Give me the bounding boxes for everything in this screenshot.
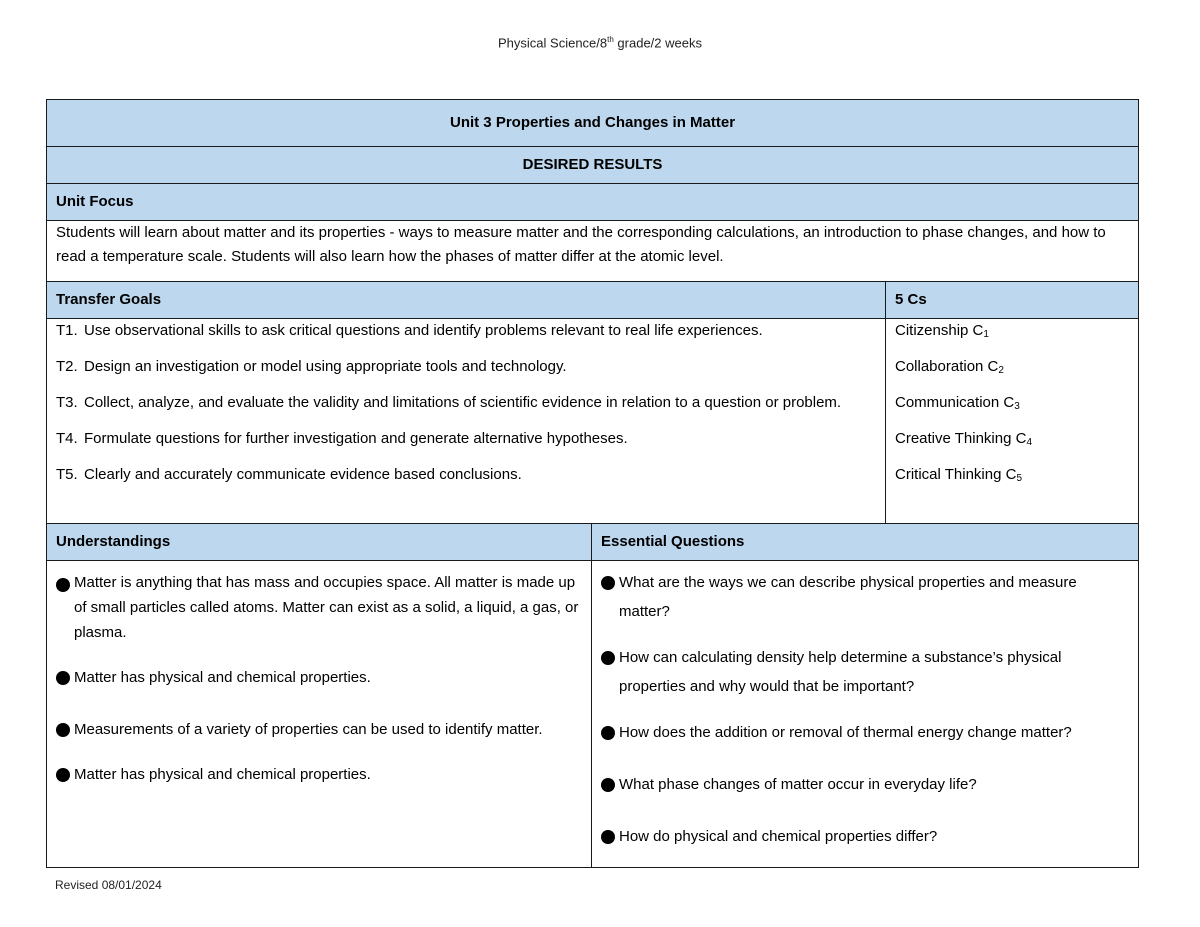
understanding-text: Matter has physical and chemical properties. [74,669,371,686]
five-cs-item [895,427,1129,451]
five-cs-cell [886,319,1139,524]
header-course: Physical Science/8 [498,35,608,51]
five-cs-name: Creative Thinking C [895,430,1027,447]
list-item [56,663,582,692]
goal-text: Design an investigation or model using appropriate tools and technology. [84,358,567,375]
goal-text: Collect, analyze, and evaluate the validity and limitations of scientific evidence in relation to a question or problem. [84,394,842,411]
transfer-goal [56,427,876,451]
essential-questions-list [601,568,1129,851]
bullet-icon [601,830,615,844]
five-cs-item [895,391,1129,415]
goal-tag: T3. [56,394,78,411]
transfer-goal [56,355,876,379]
goal-tag: T5. [56,466,78,483]
unit-plan-table [46,99,1139,868]
question-text: What are the ways we can describe physical properties and measure matter? [619,574,1077,620]
goal-tag: T1. [56,322,78,339]
unit-focus-text: Students will learn about matter and its properties - ways to measure matter and the corresponding calculations, an introduction to phase changes, and how to read a temperature scale. Students will also learn how the phases of matter differ at the atomic level. [56,224,1106,265]
list-item [56,570,582,645]
bullet-icon [56,723,70,737]
bullet-icon [601,778,615,792]
bullet-icon [601,726,615,740]
five-cs-name: Communication C [895,394,1015,411]
understandings-list [56,570,582,789]
understandings-cell [47,561,592,868]
header-ordinal: th [607,35,614,44]
list-item [56,715,582,744]
transfer-goal [56,463,876,487]
five-cs-subscript: 1 [983,329,989,340]
bullet-icon [56,768,70,782]
five-cs-name: Critical Thinking C [895,466,1017,483]
essential-questions-cell [592,561,1139,868]
five-cs-item [895,355,1129,379]
five-cs-item [895,463,1129,487]
transfer-goals-cell [47,319,886,524]
list-item [601,643,1129,701]
goal-tag: T4. [56,430,78,447]
understanding-text: Matter has physical and chemical properties. [74,766,371,783]
five-cs-name: Citizenship C [895,322,984,339]
five-cs-subscript: 4 [1026,437,1033,448]
five-cs-item [895,319,1129,343]
understandings-label: Understandings [47,524,592,561]
desired-results-heading: DESIRED RESULTS [47,147,1139,184]
question-text: What phase changes of matter occur in everyday life? [619,776,977,793]
list-item [601,822,1129,851]
bullet-icon [56,671,70,685]
list-item [56,760,582,789]
unit-focus-cell [47,221,1139,282]
header-duration: grade/2 weeks [613,35,702,51]
five-cs-name: Collaboration C [895,358,999,375]
list-item [601,770,1129,799]
goal-tag: T2. [56,358,78,375]
transfer-goal [56,391,876,415]
goal-text: Formulate questions for further investigation and generate alternative hypotheses. [84,430,628,447]
bullet-icon [56,578,70,592]
transfer-goal [56,319,876,343]
question-text: How does the addition or removal of thermal energy change matter? [619,724,1072,741]
five-cs-subscript: 5 [1016,473,1022,484]
revised-date: Revised 08/01/2024 [55,878,162,892]
bullet-icon [601,576,615,590]
unit-title: Unit 3 Properties and Changes in Matter [47,100,1139,147]
bullet-icon [601,651,615,665]
goal-text: Use observational skills to ask critical questions and identify problems relevant to real life experiences. [84,322,763,339]
unit-focus-label: Unit Focus [47,184,1139,221]
question-text: How can calculating density help determine a substance’s physical properties and why would that be important? [619,649,1062,695]
transfer-goals-label: Transfer Goals [47,282,886,319]
list-item [601,718,1129,747]
essential-questions-label: Essential Questions [592,524,1139,561]
page-header [0,35,1200,50]
list-item [601,568,1129,626]
five-cs-subscript: 3 [1014,401,1020,412]
five-cs-subscript: 2 [998,365,1004,376]
question-text: How do physical and chemical properties differ? [619,828,938,845]
understanding-text: Matter is anything that has mass and occupies space. All matter is made up of small particles called atoms. Matter can exist as a solid, a liquid, a gas, or plasma. [74,574,579,641]
understanding-text: Measurements of a variety of properties can be used to identify matter. [74,721,543,738]
goal-text: Clearly and accurately communicate evidence based conclusions. [84,466,522,483]
five-cs-label: 5 Cs [886,282,1139,319]
